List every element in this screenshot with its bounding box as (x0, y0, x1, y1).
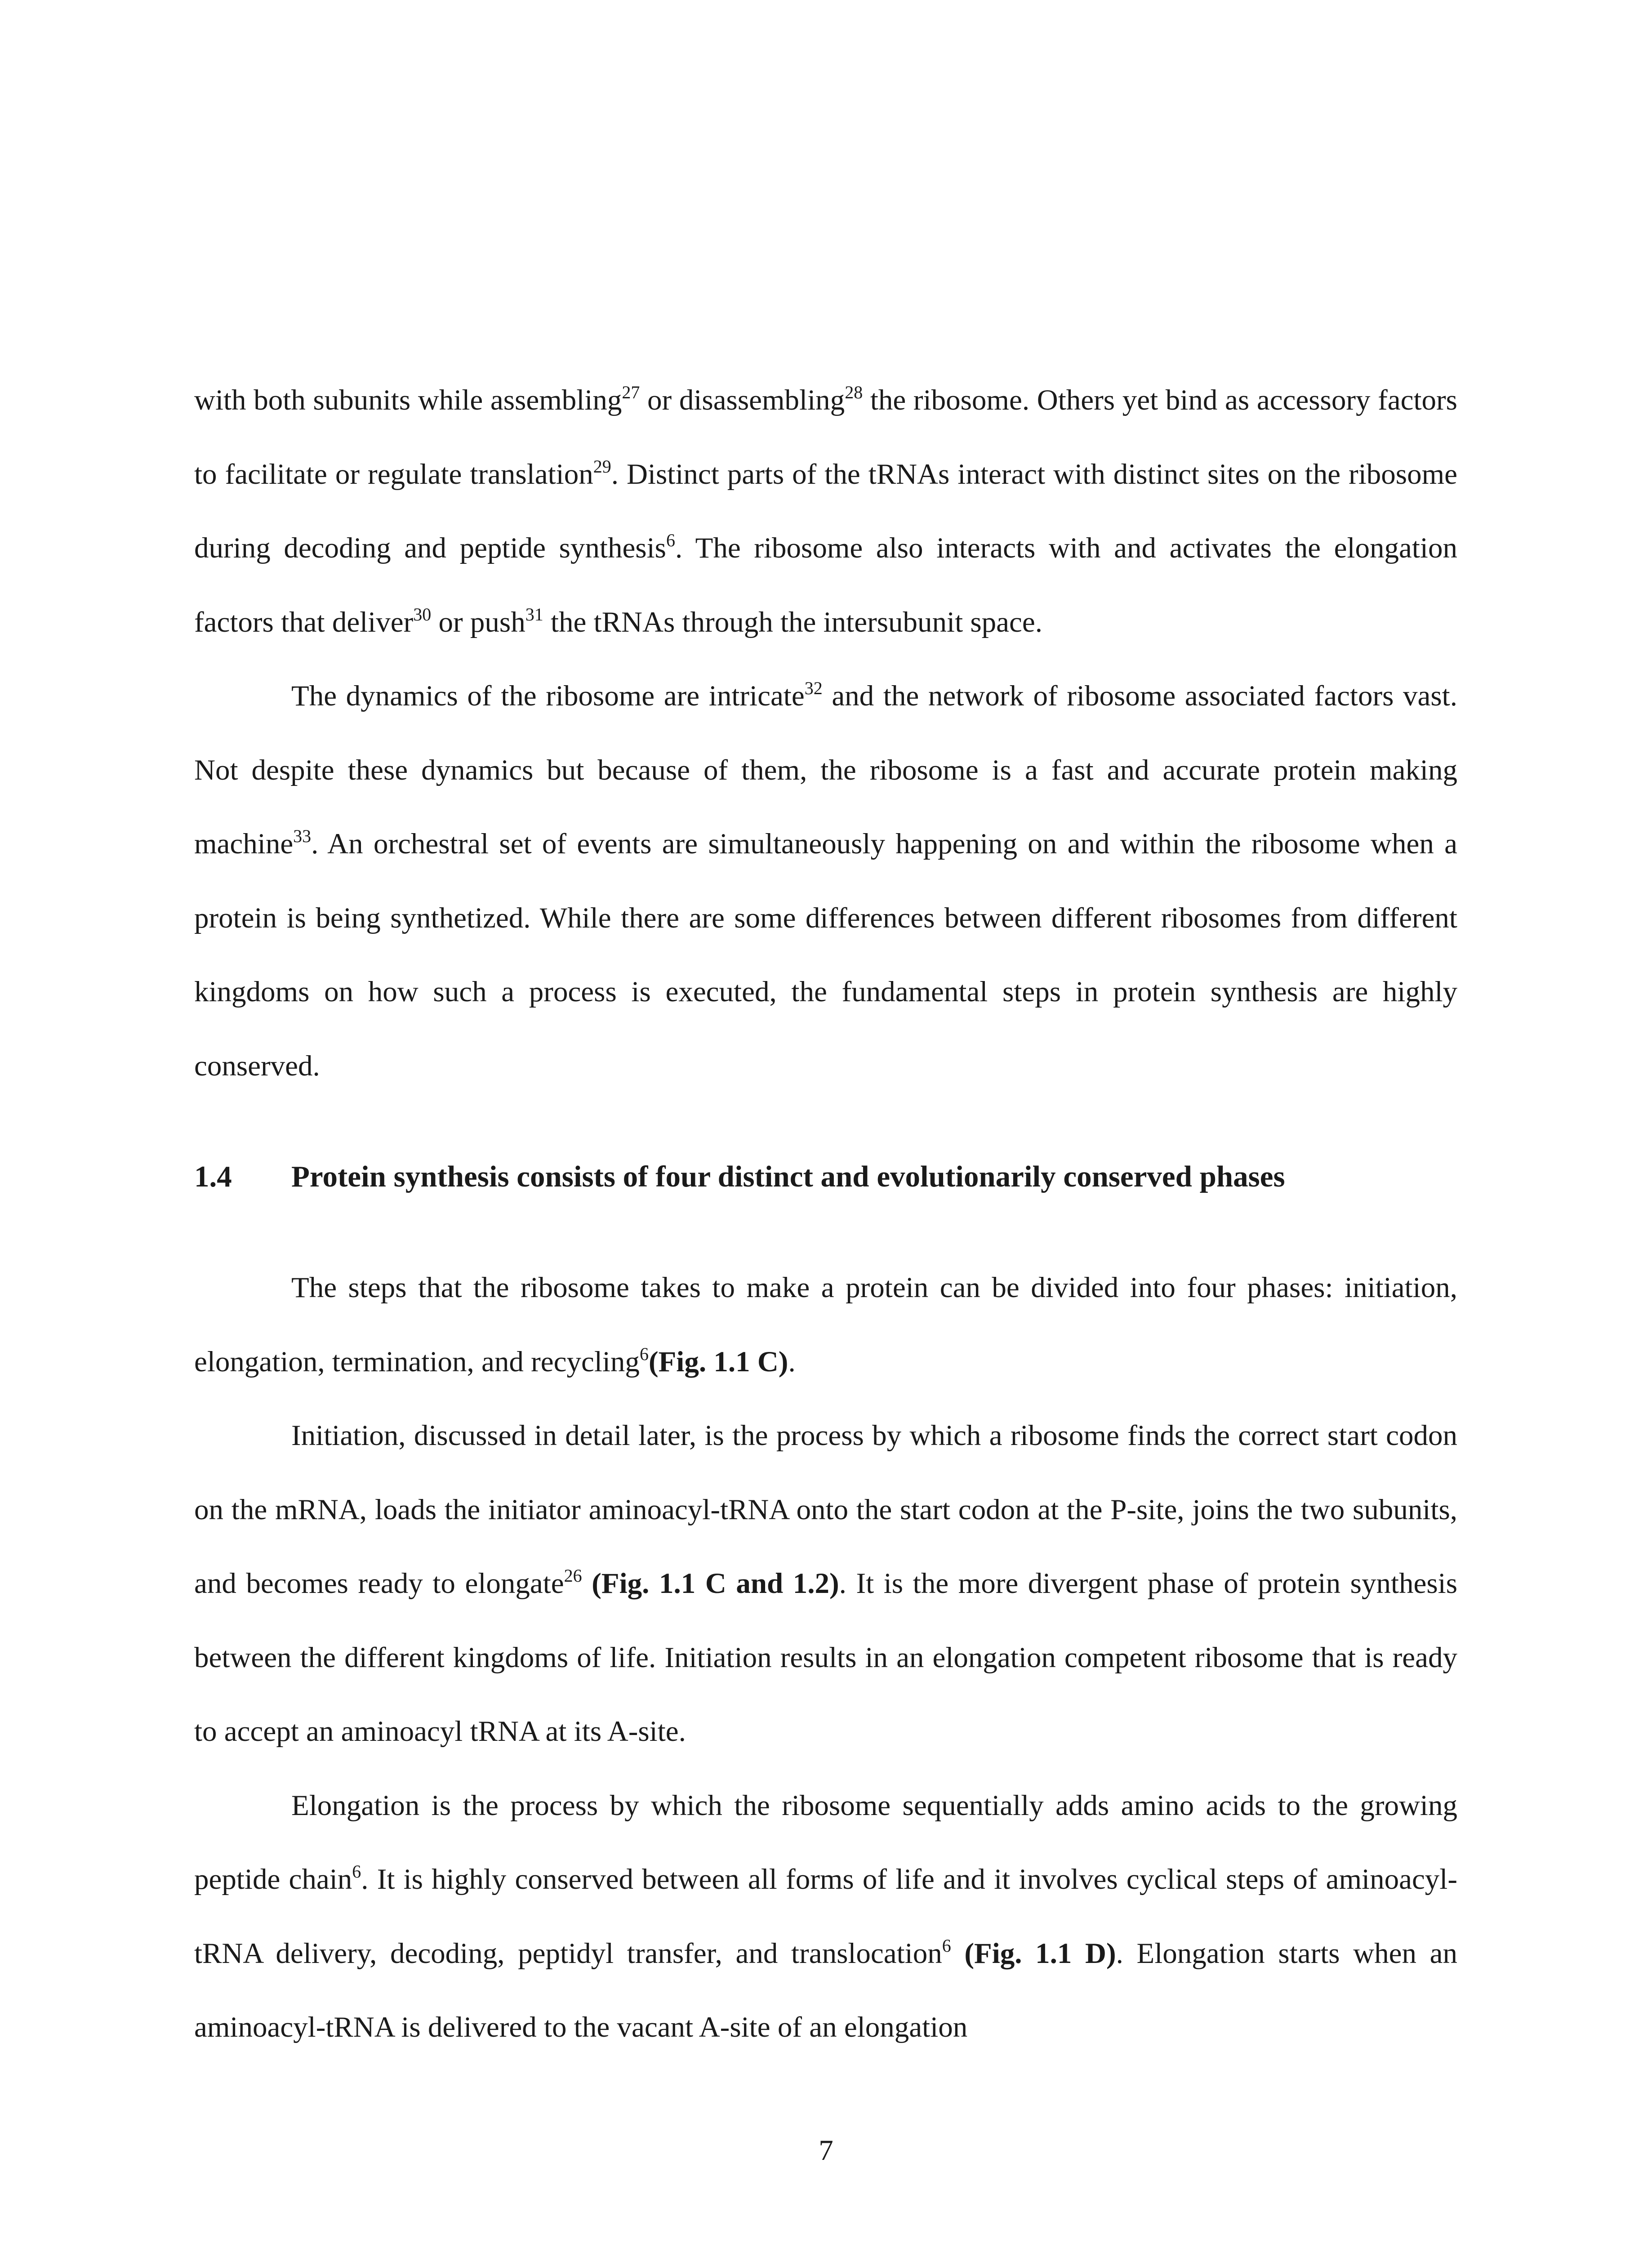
text-segment: . Elongation starts when an aminoacyl-tRNA is delivered to the vacant A-site of an elongation (194, 1937, 1458, 2043)
paragraph (194, 1251, 1457, 1399)
text-segment: Elongation is the process by which the ribosome sequentially adds amino acids to the growing peptide chain (194, 1789, 1457, 1896)
paragraph (194, 363, 1457, 659)
text-segment: with both subunits while assembling (194, 384, 622, 416)
section-title: Protein synthesis consists of four distinct and evolutionarily conserved phases (291, 1160, 1285, 1194)
text-segment: or disassembling (640, 384, 845, 416)
text-segment: and the network of ribosome associated factors vast. Not despite these dynamics but because of them, the ribosome is a fast and accurate protein making machine (194, 680, 1457, 860)
text-segment: The dynamics of the ribosome are intricate (291, 680, 805, 712)
text-segment: . The ribosome also interacts with and activates the elongation factors that deliver (194, 532, 1457, 638)
text-segment: The steps that the ribosome takes to make a protein can be divided into four phases: initiation, elongation, termination, and recycling (194, 1271, 1457, 1378)
figure-reference: (Fig. 1.1 C) (648, 1345, 788, 1378)
figure-reference: (Fig. 1.1 D) (964, 1937, 1116, 1970)
section-number: 1.4 (194, 1160, 232, 1194)
citation-superscript: 6 (352, 1861, 361, 1882)
citation-superscript: 6 (639, 1343, 649, 1364)
citation-superscript: 6 (666, 530, 675, 551)
text-segment: or push (431, 606, 525, 638)
text-segment (582, 1567, 592, 1600)
citation-superscript: 31 (525, 604, 543, 624)
text-segment (951, 1937, 965, 1970)
citation-superscript: 30 (413, 604, 432, 624)
figure-reference: (Fig. 1.1 C and 1.2) (592, 1567, 839, 1600)
citation-superscript: 29 (593, 456, 611, 477)
citation-superscript: 33 (293, 826, 312, 847)
text-segment: the ribosome. Others yet bind as accessory factors to facilitate or regulate translation (194, 384, 1457, 491)
text-column (194, 363, 1457, 2065)
text-segment: . (788, 1345, 796, 1378)
citation-superscript: 32 (804, 678, 823, 699)
text-segment: . It is the more divergent phase of protein synthesis between the different kingdoms of life. Initiation results in an elongation competent ribosome that is ready to accept an aminoacyl tRNA at its A-site. (194, 1567, 1458, 1748)
section-heading (194, 1103, 1457, 1251)
text-segment: . An orchestral set of events are simultaneously happening on and within the ribosome when a protein is being synthetized. While there are some differences between different ribosomes from different kingdoms on how such a process is executed, the fundamental steps in protein synthesis are highly conserved. (194, 828, 1457, 1082)
text-segment: . It is highly conserved between all forms of life and it involves cyclical steps of aminoacyl-tRNA delivery, decoding, peptidyl transfer, and translocation (194, 1863, 1458, 1970)
citation-superscript: 28 (845, 382, 863, 403)
paragraph (194, 1399, 1457, 1769)
text-segment: . Distinct parts of the tRNAs interact with distinct sites on the ribosome during decoding and peptide synthesis (194, 458, 1457, 564)
citation-superscript: 6 (942, 1935, 951, 1956)
text-segment: Initiation, discussed in detail later, is the process by which a ribosome finds the correct start codon on the mRNA, loads the initiator aminoacyl-tRNA onto the start codon at the P-site, joins the two subunits, and becomes ready to elongate (194, 1419, 1457, 1600)
text-segment: the tRNAs through the intersubunit space. (543, 606, 1042, 638)
citation-superscript: 27 (622, 382, 640, 403)
page-number: 7 (819, 2134, 833, 2167)
citation-superscript: 26 (564, 1566, 582, 1586)
paragraph (194, 659, 1457, 1103)
paragraph (194, 1769, 1457, 2065)
